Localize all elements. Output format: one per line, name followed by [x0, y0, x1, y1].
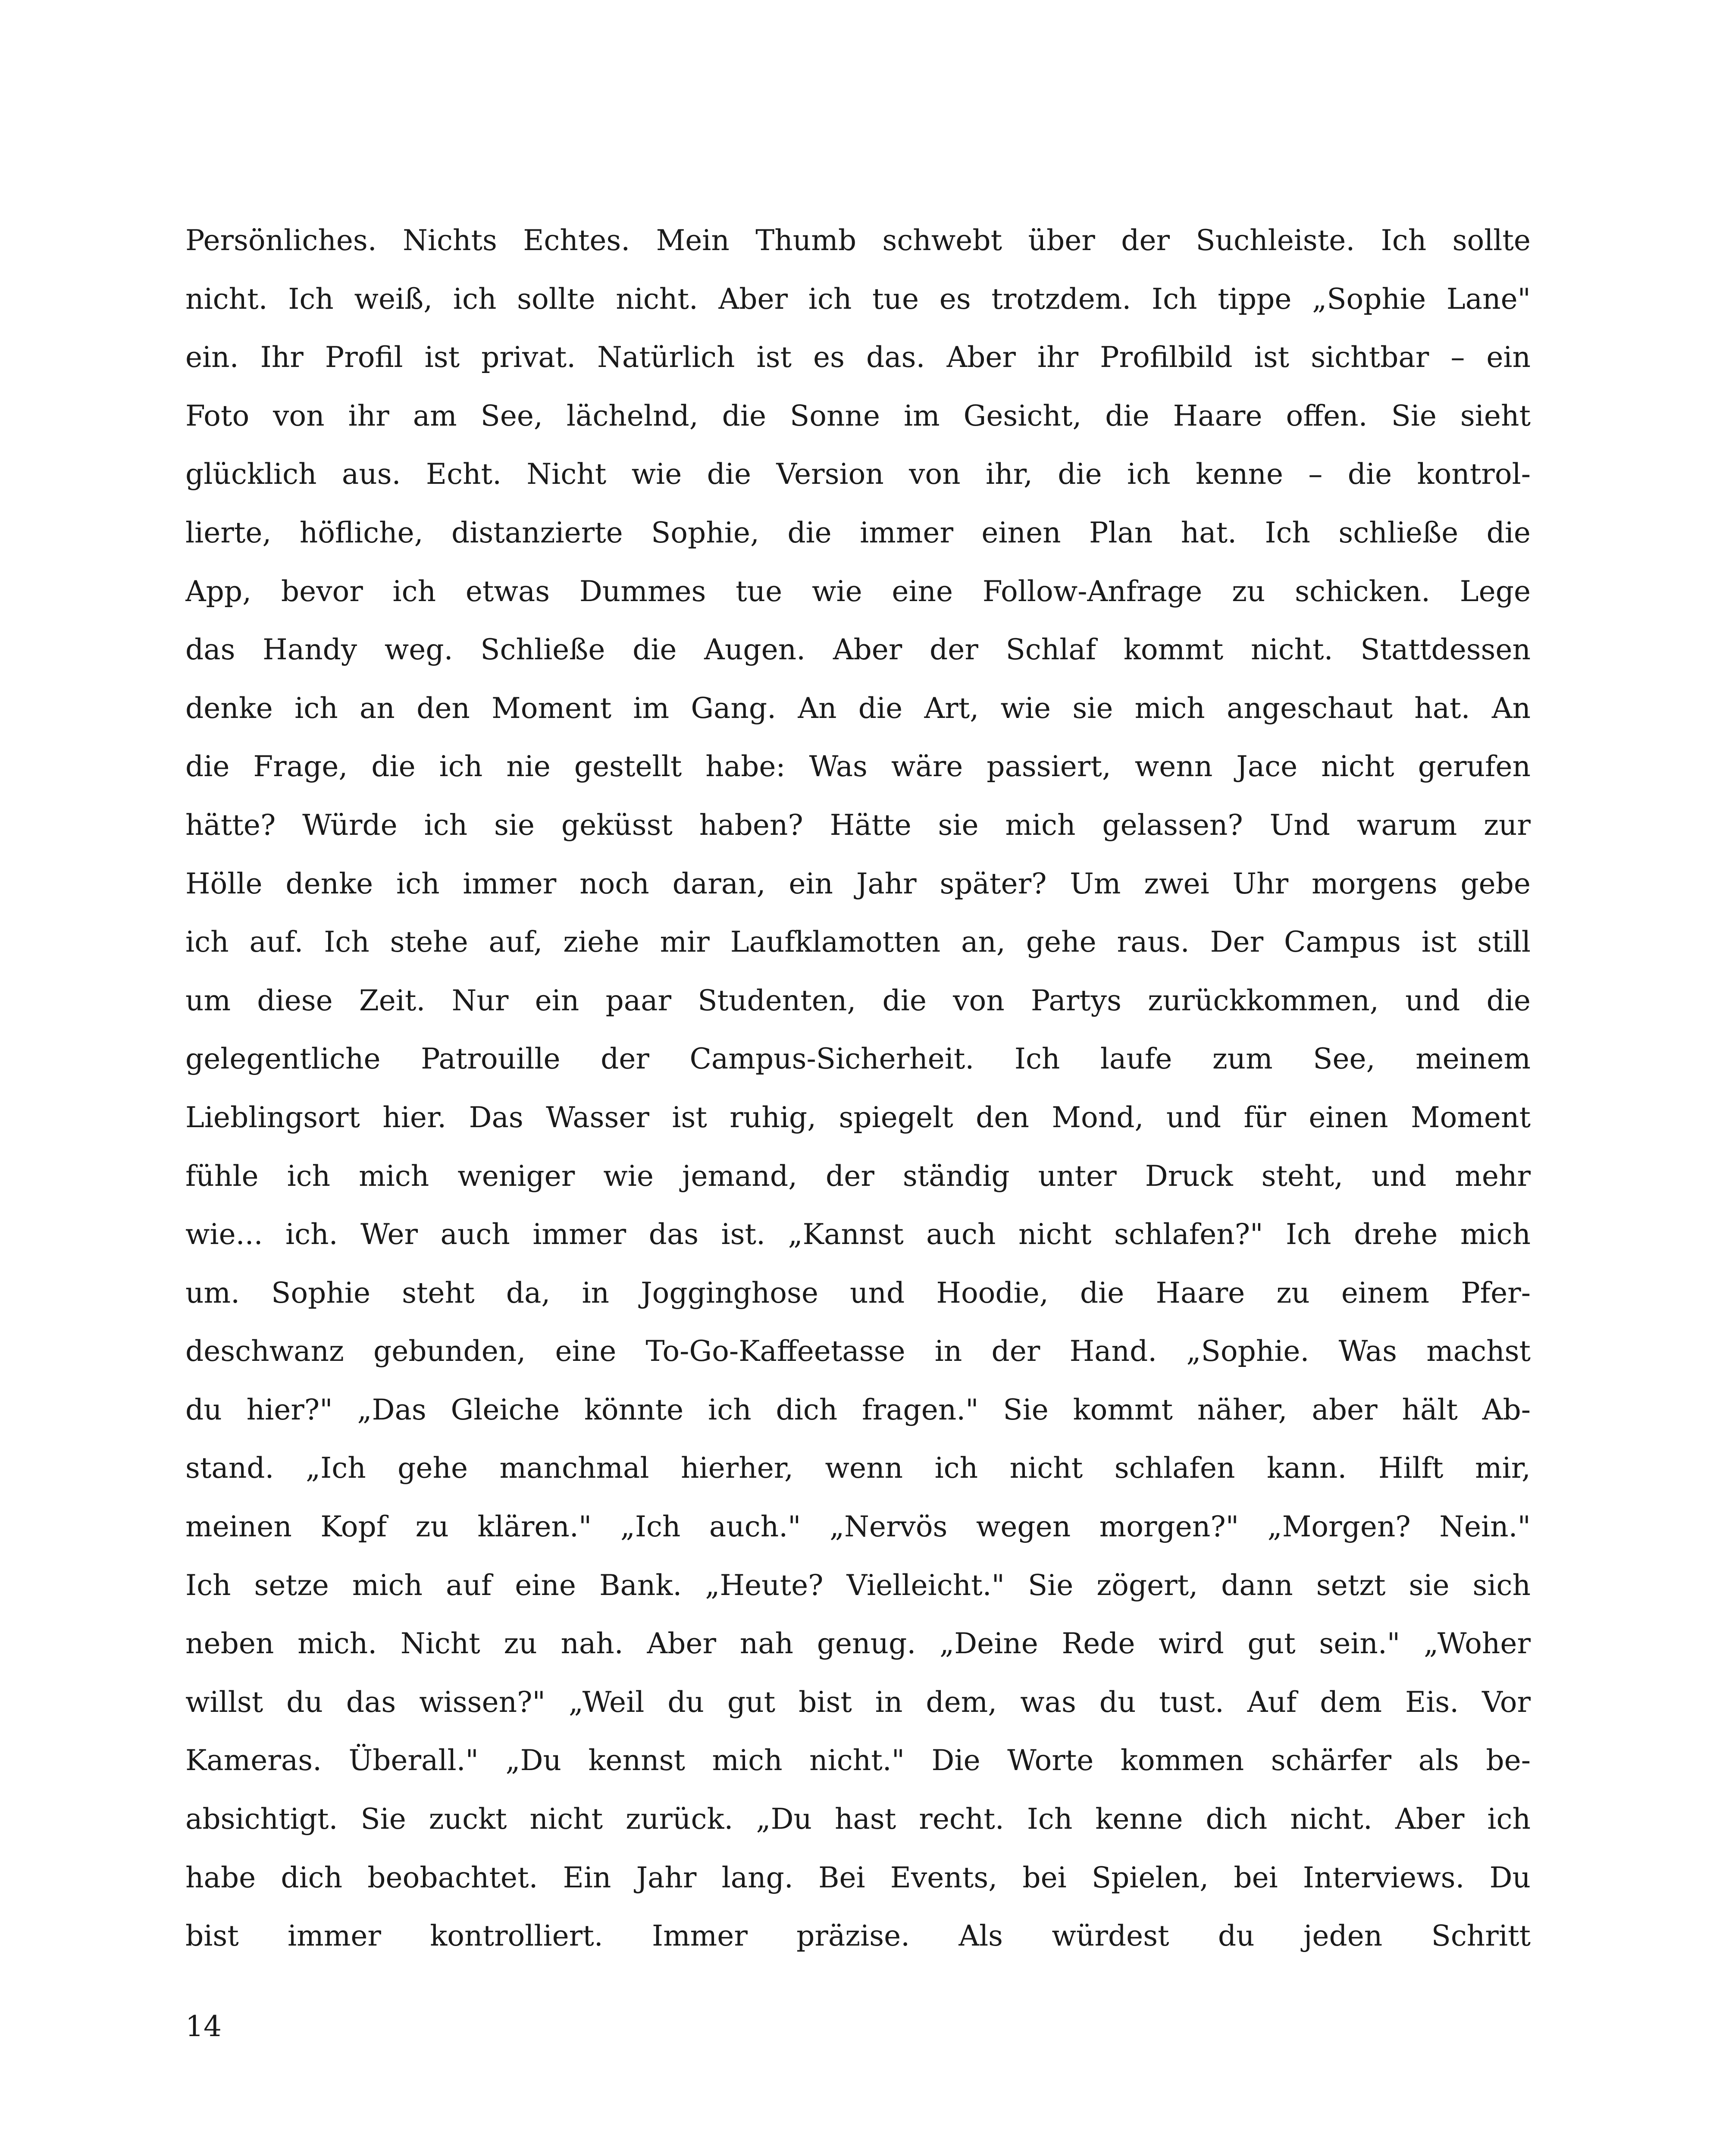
text-line: bist immer kontrolliert. Immer präzise. Als würdest du jeden Schritt [185, 1919, 1531, 1953]
text-line: um. Sophie steht da, in Jogginghose und Hoodie, die Haare zu einem Pfer- [185, 1276, 1531, 1310]
text-line: Lieblingsort hier. Das Wasser ist ruhig, spiegelt den Mond, und für einen Moment [185, 1100, 1531, 1134]
text-line: stand. „Ich gehe manchmal hierher, wenn ich nicht schlafen kann. Hilft mir, [185, 1451, 1531, 1485]
text-line: Foto von ihr am See, lächelnd, die Sonne im Gesicht, die Haare offen. Sie sieht [185, 399, 1531, 432]
text-line: glücklich aus. Echt. Nicht wie die Version von ihr, die ich kenne – die kontrol- [185, 458, 1531, 491]
text-line: Kameras. Überall." „Du kennst mich nicht." Die Worte kommen schärfer als be- [185, 1744, 1531, 1777]
body-text [185, 211, 1531, 1965]
text-line: fühle ich mich weniger wie jemand, der ständig unter Druck steht, und mehr [185, 1159, 1531, 1193]
text-line: Ich setze mich auf eine Bank. „Heute? Vielleicht." Sie zögert, dann setzt sie sich [185, 1568, 1531, 1602]
text-line: du hier?" „Das Gleiche könnte ich dich fragen." Sie kommt näher, aber hält Ab- [185, 1393, 1531, 1426]
text-line: absichtigt. Sie zuckt nicht zurück. „Du hast recht. Ich kenne dich nicht. Aber ich [185, 1802, 1531, 1836]
text-line: um diese Zeit. Nur ein paar Studenten, die von Partys zurückkommen, und die [185, 984, 1531, 1017]
text-line: neben mich. Nicht zu nah. Aber nah genug. „Deine Rede wird gut sein." „Woher [185, 1627, 1531, 1661]
text-line: App, bevor ich etwas Dummes tue wie eine Follow-Anfrage zu schicken. Lege [185, 574, 1531, 608]
text-line: die Frage, die ich nie gestellt habe: Was wäre passiert, wenn Jace nicht gerufen [185, 750, 1531, 783]
text-line: Persönliches. Nichts Echtes. Mein Thumb schwebt über der Suchleiste. Ich sollte [185, 224, 1531, 257]
text-line: Hölle denke ich immer noch daran, ein Jahr später? Um zwei Uhr morgens gebe [185, 867, 1531, 900]
text-line: gelegentliche Patrouille der Campus-Sicherheit. Ich laufe zum See, meinem [185, 1042, 1531, 1076]
text-line: lierte, höfliche, distanzierte Sophie, die immer einen Plan hat. Ich schließe die [185, 516, 1531, 549]
text-line: meinen Kopf zu klären." „Ich auch." „Nervös wegen morgen?" „Morgen? Nein." [185, 1510, 1531, 1544]
text-line: willst du das wissen?" „Weil du gut bist in dem, was du tust. Auf dem Eis. Vor [185, 1685, 1531, 1719]
text-line: deschwanz gebunden, eine To-Go-Kaffeetasse in der Hand. „Sophie. Was machst [185, 1335, 1531, 1368]
text-line: hätte? Würde ich sie geküsst haben? Hätte sie mich gelassen? Und warum zur [185, 808, 1531, 842]
text-line: ich auf. Ich stehe auf, ziehe mir Laufklamotten an, gehe raus. Der Campus ist still [185, 925, 1531, 959]
text-line: das Handy weg. Schließe die Augen. Aber der Schlaf kommt nicht. Stattdessen [185, 633, 1531, 667]
text-line: nicht. Ich weiß, ich sollte nicht. Aber ich tue es trotzdem. Ich tippe „Sophie Lane" [185, 282, 1531, 316]
text-line: ein. Ihr Profil ist privat. Natürlich ist es das. Aber ihr Profilbild ist sichtbar – ein [185, 341, 1531, 374]
text-line: denke ich an den Moment im Gang. An die Art, wie sie mich angeschaut hat. An [185, 691, 1531, 725]
text-line: wie... ich. Wer auch immer das ist. „Kannst auch nicht schlafen?" Ich drehe mich [185, 1218, 1531, 1251]
text-line: habe dich beobachtet. Ein Jahr lang. Bei Events, bei Spielen, bei Interviews. Du [185, 1861, 1531, 1894]
page-number: 14 [185, 2010, 222, 2043]
